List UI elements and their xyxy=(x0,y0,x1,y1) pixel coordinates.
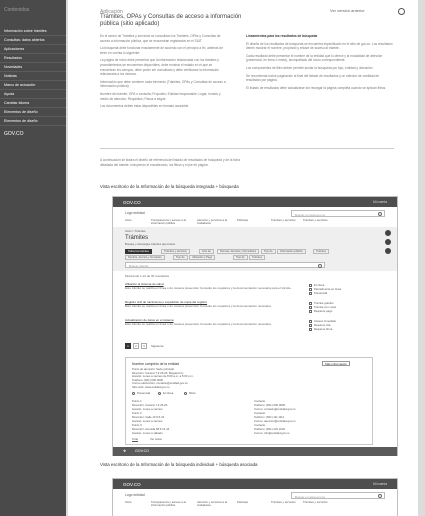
legend-swatch-icon xyxy=(309,328,312,331)
contact-block xyxy=(254,424,366,435)
legend-item xyxy=(309,327,385,331)
sidebar-item[interactable]: Elementos de diseño xyxy=(0,108,66,117)
sidebar-logo[interactable]: GOV.CO xyxy=(4,131,24,137)
detail-block xyxy=(132,400,242,411)
detail-block xyxy=(132,412,242,423)
result-count: Mostrando 1-10 de 30 resultados xyxy=(125,274,170,278)
section-label-2: Vista escritorio de la Información de la búsqueda individual + búsqueda asociada xyxy=(100,462,258,467)
detail-block-line: Dirección: Carrera 7 # 26-20 xyxy=(132,402,168,407)
mock2-logo[interactable]: GOV.CO xyxy=(123,482,141,487)
legend-label: Requiere pago xyxy=(314,309,333,314)
detail-line: Correo electrónico: contacto@entidad.gov.co xyxy=(132,381,188,386)
contact-line: Correo: info@entidad.gov.co xyxy=(254,430,290,435)
detail-total-value[interactable]: Ver todos xyxy=(150,437,162,441)
contact-title: Contacto xyxy=(254,399,266,403)
legend-swatch-icon xyxy=(309,310,312,313)
legend-label: Presencial xyxy=(314,291,328,296)
legend-swatch-icon xyxy=(309,292,312,295)
filter-chip[interactable]: Acto de xyxy=(199,249,214,254)
filter-input[interactable] xyxy=(125,262,325,268)
previous-version-link[interactable]: Ver versión anterior xyxy=(330,8,365,13)
detail-line: Punto de atención: Sede principal xyxy=(132,367,174,371)
intro-right-title: Lineamientos para los resultados de búsqueda xyxy=(246,34,318,38)
radio-icon[interactable] xyxy=(158,392,161,395)
filter-chip[interactable]: Normas, decretos y formularios xyxy=(217,249,259,254)
mock2-search-input[interactable] xyxy=(291,492,385,499)
detail-title: Nombre completo de la entidad xyxy=(132,362,180,366)
result-item[interactable] xyxy=(125,283,295,291)
sidebar xyxy=(0,0,66,516)
sidebar-item[interactable]: Marco de actuación xyxy=(0,81,66,90)
intro-right-paragraph: El diseño de los resultados de búsqueda se encuentra especificado en el sitio de gov.co. Los resultados deben mostrar el nombre, propósito y enlace de acceso al trámite. xyxy=(246,41,393,51)
nav-menu-item[interactable]: Participa xyxy=(237,500,248,504)
legend-label: Parcialmente en línea xyxy=(314,287,342,292)
side-button-1[interactable] xyxy=(385,230,391,236)
result-title[interactable]: Actualización de datos en el sistema xyxy=(125,318,174,322)
filter-chip[interactable]: Información pública xyxy=(277,249,306,254)
main-content xyxy=(68,0,418,516)
contact-line: Teléfono: (601) 000 0000 xyxy=(254,402,286,407)
nav-menu-item[interactable]: Atención y servicios a la ciudadanía xyxy=(197,500,228,508)
result-title[interactable]: Registro civil de nacimiento o expedición de copia del registro xyxy=(125,300,208,304)
filter-chip[interactable]: Trámites xyxy=(249,255,265,260)
filter-chip[interactable]: Tipo de xyxy=(261,249,276,254)
detail-block-line: Horario: Lunes a viernes xyxy=(132,418,163,423)
filter-chip[interactable]: Trámites xyxy=(313,249,329,254)
detail-option[interactable] xyxy=(132,392,150,396)
nav-menu-item[interactable]: Transparencia y acceso a la información pública xyxy=(151,500,186,508)
mockup-frame-detail xyxy=(112,478,398,516)
intro-paragraph: Información que debe contener cada elemento (Trámites, OPAs y Consultas de acceso a información pública): xyxy=(100,79,226,89)
intro-note: A continuación se ilustra el diseño de referencia del listado de resultados de búsqueda y de la ficha detallada del trámite, incluyendo el encabezado, los filtros y el pie de página. xyxy=(100,158,240,167)
sidebar-item[interactable]: Aplicaciones xyxy=(0,45,66,54)
mock2-entity-logo[interactable]: Logo entidad xyxy=(125,493,145,497)
mock-account-link[interactable]: Mi cuenta xyxy=(373,200,387,204)
legend-group xyxy=(309,319,385,332)
detail-more-button[interactable]: Más información xyxy=(322,361,350,366)
filter-chip[interactable]: Ubicación y Pago xyxy=(189,255,215,260)
result-item[interactable] xyxy=(125,301,295,309)
result-text: Este trámite se realiza en línea o de manera presencial. Consulte los requisitos y la documentación necesaria. xyxy=(125,321,272,326)
page-title: Trámites, OPAs y Consultas de acceso a información pública (sitio aplicado) xyxy=(100,14,242,27)
mock-top-bar xyxy=(113,197,397,207)
detail-block-title: Punto 3 xyxy=(132,423,142,427)
detail-line: Teléfono: (601) 000 0000 xyxy=(132,377,164,382)
legend-label: Trámite con costo xyxy=(314,305,337,310)
intro-right-paragraph: El listado de resultados debe actualizarse sin recargar la página completa cuando se aplican filtros. xyxy=(246,85,387,90)
nav-menu-item[interactable]: Atención y servicios a la ciudadanía xyxy=(197,218,228,226)
sidebar-item[interactable]: Ayuda xyxy=(0,90,66,99)
intro-right xyxy=(246,34,394,93)
intro-right-list xyxy=(246,42,394,91)
radio-icon[interactable] xyxy=(184,392,187,395)
nav-menu-item[interactable]: Transparencia y acceso a la información pública xyxy=(151,218,186,226)
legend-group xyxy=(309,283,385,296)
section-label-1: Vista escritorio de la Información de la búsqueda integrada + búsqueda xyxy=(100,184,239,189)
detail-block-line: Horario: Lunes a viernes xyxy=(132,406,163,411)
sidebar-item[interactable]: Resultados xyxy=(0,54,66,63)
mock2-search-icon[interactable] xyxy=(378,494,382,498)
filter-chip[interactable]: Trámites y servicios xyxy=(161,249,190,254)
mock-entity-logo[interactable]: Logo entidad xyxy=(125,211,145,215)
intro-right-paragraph: Se recomienda incluir paginación al final del listado de resultados y un selector de cantidad de resultados por página. xyxy=(246,73,380,83)
contact-line: Correo: contacto@entidad.gov.co xyxy=(254,406,296,411)
side-button-2[interactable] xyxy=(385,239,391,245)
mock-search-input[interactable] xyxy=(291,210,385,217)
pagination xyxy=(125,343,164,349)
sidebar-item[interactable]: Novedades xyxy=(0,63,66,72)
detail-line: Horario: Lunes a viernes de 8:00 a.m. a 5:00 p.m. xyxy=(132,374,194,379)
filter-chip[interactable]: Tipo de xyxy=(233,255,248,260)
mockup-frame-results xyxy=(112,196,398,456)
sidebar-item[interactable]: Consultas: datos abiertos xyxy=(0,36,66,45)
side-button-3[interactable] xyxy=(385,248,391,254)
nav-menu-item[interactable]: Participa xyxy=(237,218,248,222)
sidebar-title: Contenidos xyxy=(4,7,30,13)
nav-menu-item[interactable]: Trámites y servicios xyxy=(303,500,328,504)
detail-block-title: Punto 1 xyxy=(132,399,142,403)
page-next-link[interactable]: Siguiente xyxy=(151,344,164,348)
legend-label: En línea xyxy=(314,283,325,287)
legend-item xyxy=(309,309,385,313)
detail-option[interactable] xyxy=(158,392,173,396)
nav-menu-item[interactable]: Trámites y servicios xyxy=(271,218,296,222)
detail-block-line: Horario: Lunes a sábado xyxy=(132,430,163,435)
contact-title: Contacto xyxy=(254,411,266,415)
detail-line: Dirección: Carrera 7 # 26-20, Bogotá D.C. xyxy=(132,370,185,375)
sidebar-item[interactable]: Noticias xyxy=(0,72,66,81)
detail-card xyxy=(125,357,373,445)
mock-footer xyxy=(113,447,397,456)
nav-menu-item[interactable]: Inicio xyxy=(125,500,132,504)
contact-block xyxy=(254,412,366,423)
detail-block-title: Punto 2 xyxy=(132,411,142,415)
contact-line: Teléfono: (601) 222 2222 xyxy=(254,426,286,431)
legend-label: Requiere firma xyxy=(314,327,333,332)
mock2-search-placeholder: Buscar en www.gov.co xyxy=(295,494,326,499)
contact-block xyxy=(254,400,366,411)
result-text: Este trámite se realiza en línea o de manera presencial. Consulte los requisitos y la documentación necesaria. xyxy=(125,303,272,308)
legend-label: Acceso inmediato xyxy=(314,319,337,323)
intro-right-paragraph: Cada resultado debe presentar el nombre de la entidad que lo ofrece y la modalidad de atención (presencial, en línea o mixta), acompañado del icono correspondiente. xyxy=(246,53,383,63)
detail-option-label: En línea xyxy=(163,391,174,396)
detail-line: Sitio web: www.entidad.gov.co xyxy=(132,385,170,389)
result-item[interactable] xyxy=(125,319,295,327)
intro-left xyxy=(100,34,228,112)
mock-page-title: Trámites xyxy=(125,235,149,241)
detail-block-line: Dirección: Avenida 68 # 12-44 xyxy=(132,426,170,431)
breadcrumb[interactable]: Inicio > Trámites xyxy=(125,229,146,233)
detail-total-label[interactable]: Total xyxy=(132,437,138,441)
sidebar-item[interactable]: Cambiar idioma xyxy=(0,99,66,108)
filter-chip[interactable]: Tipo de xyxy=(173,255,188,260)
detail-block xyxy=(132,424,242,435)
detail-option-label: Presencial xyxy=(137,391,151,396)
sidebar-item[interactable]: Información sobre trámites xyxy=(0,27,66,36)
detail-block-line: Dirección: Calle 10 # 5-31 xyxy=(132,414,165,419)
filter-placeholder: Buscar trámite xyxy=(129,264,149,268)
filter-search-icon[interactable] xyxy=(318,264,322,268)
contact-line: Correo: atencion@entidad.gov.co xyxy=(254,418,296,423)
filter-chip[interactable]: Nombre, decreto y formulario xyxy=(125,255,165,260)
contact-title: Contacto xyxy=(254,423,266,427)
intro-right-paragraph: Los componentes de filtro deben permitir acotar la búsqueda por tipo, entidad y ubicación. xyxy=(246,65,374,70)
divider xyxy=(100,148,394,149)
radio-icon[interactable] xyxy=(132,392,135,395)
legend-label: Requiere cita xyxy=(314,323,331,328)
search-icon[interactable] xyxy=(378,212,382,216)
legend-item xyxy=(309,291,385,295)
detail-option[interactable] xyxy=(184,392,196,396)
filter-chip[interactable]: Todos los trámites xyxy=(125,249,152,254)
detail-option-label: Mixto xyxy=(189,391,196,396)
mock-logo[interactable]: GOV.CO xyxy=(123,200,141,205)
nav-menu-item[interactable]: Trámites y servicios xyxy=(303,218,328,222)
result-title[interactable]: Afiliación al sistema de salud xyxy=(125,282,164,286)
sidebar-items xyxy=(0,27,66,126)
info-icon[interactable] xyxy=(398,8,405,15)
nav-menu-item[interactable]: Trámites y servicios xyxy=(271,500,296,504)
intro-paragraph: La búsqueda debe funcionar exactamente de acuerdo con el principio a fin, además de tener en cuenta lo siguiente: xyxy=(100,46,223,55)
legend-group xyxy=(309,301,385,314)
mock2-top-bar xyxy=(113,479,397,489)
mock-page-subtitle: Busque y descargue trámites que busca xyxy=(125,242,175,246)
mock2-account-link[interactable]: Mi cuenta xyxy=(373,482,387,486)
page-button[interactable]: 2 xyxy=(133,343,139,349)
mock-search-placeholder: Buscar en www.gov.co xyxy=(295,212,326,217)
intro-paragraph: Nombre del trámite, OPA o consulta; Propósito; Entidad responsable; Lugar, horario y medio de atención; Requisitos; Pasos a seguir. xyxy=(100,91,221,101)
intro-paragraph: Los documentos deben estar disponibles en formato accesible. xyxy=(100,104,190,109)
footer-logo[interactable]: GOV.CO xyxy=(135,449,150,453)
page-button[interactable]: 3 xyxy=(141,343,147,349)
sidebar-item[interactable]: Elementos de diseño xyxy=(0,117,66,126)
intro-paragraph: La página de inicio debe presentar que la información relacionada con los trámites y procedimientos se encuentran disponibles, debe mostrar el estado en el que se encuentran los campos, debe poder ser consultado y debe verificarse la información relacionada a los mismos. xyxy=(100,58,220,77)
page-kicker: Aplicación xyxy=(100,9,123,15)
contact-line: Teléfono: (601) 111 1111 xyxy=(254,414,285,419)
legend-label: Trámite gratuito xyxy=(314,301,334,305)
mock-title-band xyxy=(113,227,397,271)
result-text: Este trámite se realiza en línea o de manera presencial. Consulte los requisitos y la documentación necesaria para el trámite. xyxy=(125,285,292,290)
intro-paragraph: En el sector de Trámites y servicios se consolidan los Trámites, OPAs y Consultas de acceso a información pública, que se encuentran registrados en el SUIT. xyxy=(100,34,221,43)
nav-menu-item[interactable]: Inicio xyxy=(125,218,132,222)
footer-emblem-icon: ❖ xyxy=(123,449,127,453)
page-button[interactable]: 1 xyxy=(125,343,131,349)
